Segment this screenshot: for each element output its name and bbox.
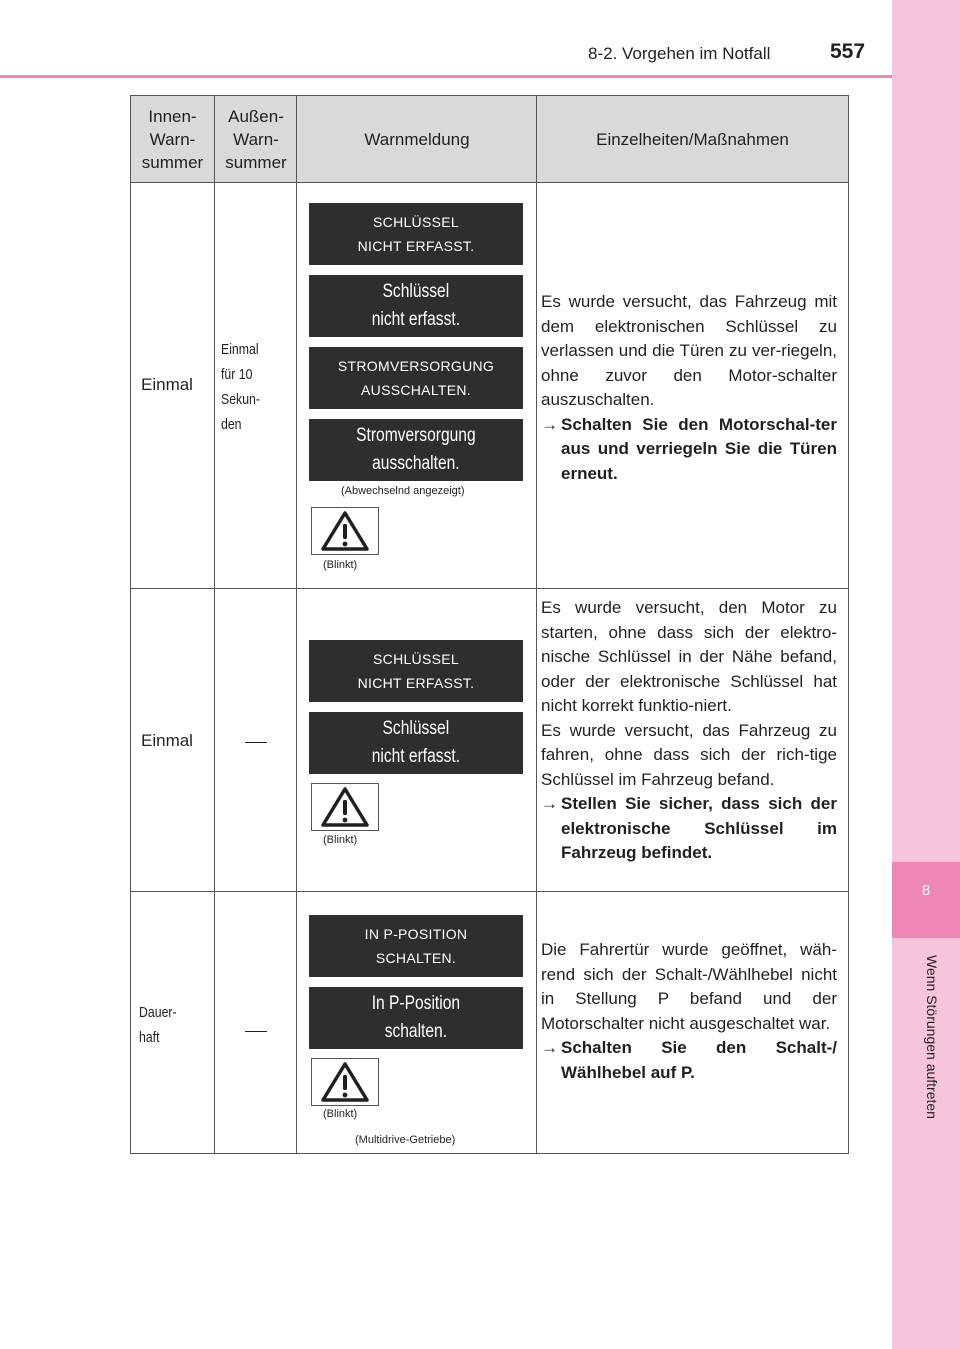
warning-triangle-icon — [320, 510, 370, 552]
warning-table — [130, 95, 849, 1154]
no-value-dash — [245, 742, 267, 743]
column-header-inner-buzzer: Innen- Warn- summer — [141, 106, 204, 172]
no-value-dash — [245, 1031, 267, 1032]
details-paragraph: Die Fahrertür wurde geöffnet, wäh-rend sich der Schalt-/Wählhebel nicht in Stellung P befand und der Motorschalter nicht ausgeschaltet war. — [541, 940, 837, 1033]
row-divider — [131, 182, 848, 183]
details-text — [541, 290, 837, 486]
warning-message-text: STROMVERSORGUNG AUSSCHALTEN. — [337, 358, 495, 398]
caption-blink: (Blinkt) — [323, 1108, 358, 1120]
row-divider — [131, 588, 848, 589]
action-instruction — [541, 413, 837, 487]
warning-message-text: Stromversorgung ausschalten. — [356, 425, 476, 474]
inner-buzzer-value: Einmal — [141, 731, 193, 750]
row-divider — [131, 891, 848, 892]
page-number: 557 — [830, 40, 866, 63]
caption-blink: (Blinkt) — [323, 834, 358, 846]
column-header-details: Einzelheiten/Maßnahmen — [596, 129, 789, 149]
details-text — [541, 938, 837, 1085]
caption-transmission: (Multidrive-Getriebe) — [355, 1134, 456, 1146]
action-text: Stellen Sie sicher, dass sich der elektronische Schlüssel im Fahrzeug befindet. — [561, 794, 837, 862]
warning-message-text: SCHLÜSSEL NICHT ERFASST. — [357, 651, 475, 691]
arrow-icon: → — [541, 794, 558, 813]
chapter-title: Wenn Störungen auftreten — [924, 955, 940, 1119]
action-text: Schalten Sie den Motorschal-ter aus und verriegeln Sie die Türen erneut. — [561, 414, 837, 483]
chapter-number: 8 — [921, 882, 931, 899]
warning-light-box — [311, 783, 379, 831]
warning-message-display — [309, 987, 523, 1049]
caption-alternating: (Abwechselnd angezeigt) — [341, 485, 465, 497]
warning-message-display — [309, 275, 523, 337]
warning-message-text: IN P-POSITION SCHALTEN. — [364, 926, 468, 966]
details-paragraph: Es wurde versucht, das Fahrzeug mit dem elektronischen Schlüssel zu verlassen und die Türen zu ver-riegeln, ohne zuvor den Motor-schalter auszuschalten. — [541, 292, 837, 409]
action-instruction — [541, 792, 837, 866]
column-divider — [296, 96, 297, 1153]
column-divider — [214, 96, 215, 1153]
details-text — [541, 596, 837, 866]
caption-blink: (Blinkt) — [323, 559, 358, 571]
section-title: 8-2. Vorgehen im Notfall — [588, 44, 771, 63]
chapter-tab[interactable] — [892, 862, 960, 938]
header-divider — [0, 75, 892, 78]
outer-buzzer-value: Einmal für 10 Sekun- den — [221, 341, 260, 433]
details-paragraph: Es wurde versucht, den Motor zu starten, ohne dass sich der elektro-nische Schlüssel in der Nähe befand, oder der elektronische Schlüssel hat nicht korrekt funktio-niert. — [541, 598, 837, 715]
warning-message-display — [309, 915, 523, 977]
warning-light-box — [311, 507, 379, 555]
column-divider — [536, 96, 537, 1153]
chapter-sidebar — [892, 0, 960, 1349]
action-instruction — [541, 1036, 837, 1085]
action-text: Schalten Sie den Schalt-/ Wählhebel auf P. — [561, 1038, 837, 1082]
warning-message-text: In P-Position schalten. — [371, 993, 461, 1042]
inner-buzzer-value: Einmal — [141, 375, 193, 394]
arrow-icon: → — [541, 1038, 558, 1057]
warning-message-display — [309, 640, 523, 702]
warning-light-box — [311, 1058, 379, 1106]
inner-buzzer-value: Dauer- haft — [139, 1004, 177, 1046]
arrow-icon: → — [541, 414, 558, 434]
warning-message-text: Schlüssel nicht erfasst. — [371, 281, 461, 330]
warning-message-display — [309, 419, 523, 481]
warning-message-display — [309, 203, 523, 265]
warning-triangle-icon — [320, 1061, 370, 1103]
warning-message-display — [309, 712, 523, 774]
warning-message-text: SCHLÜSSEL NICHT ERFASST. — [357, 214, 475, 254]
details-paragraph: Es wurde versucht, das Fahrzeug zu fahren, ohne dass sich der rich-tige Schlüssel im Fahrzeug befand. — [541, 720, 837, 789]
column-header-message: Warnmeldung — [364, 129, 470, 149]
column-header-outer-buzzer: Außen- Warn- summer — [225, 106, 287, 172]
warning-message-text: Schlüssel nicht erfasst. — [371, 718, 461, 767]
warning-message-display — [309, 347, 523, 409]
warning-triangle-icon — [320, 786, 370, 828]
